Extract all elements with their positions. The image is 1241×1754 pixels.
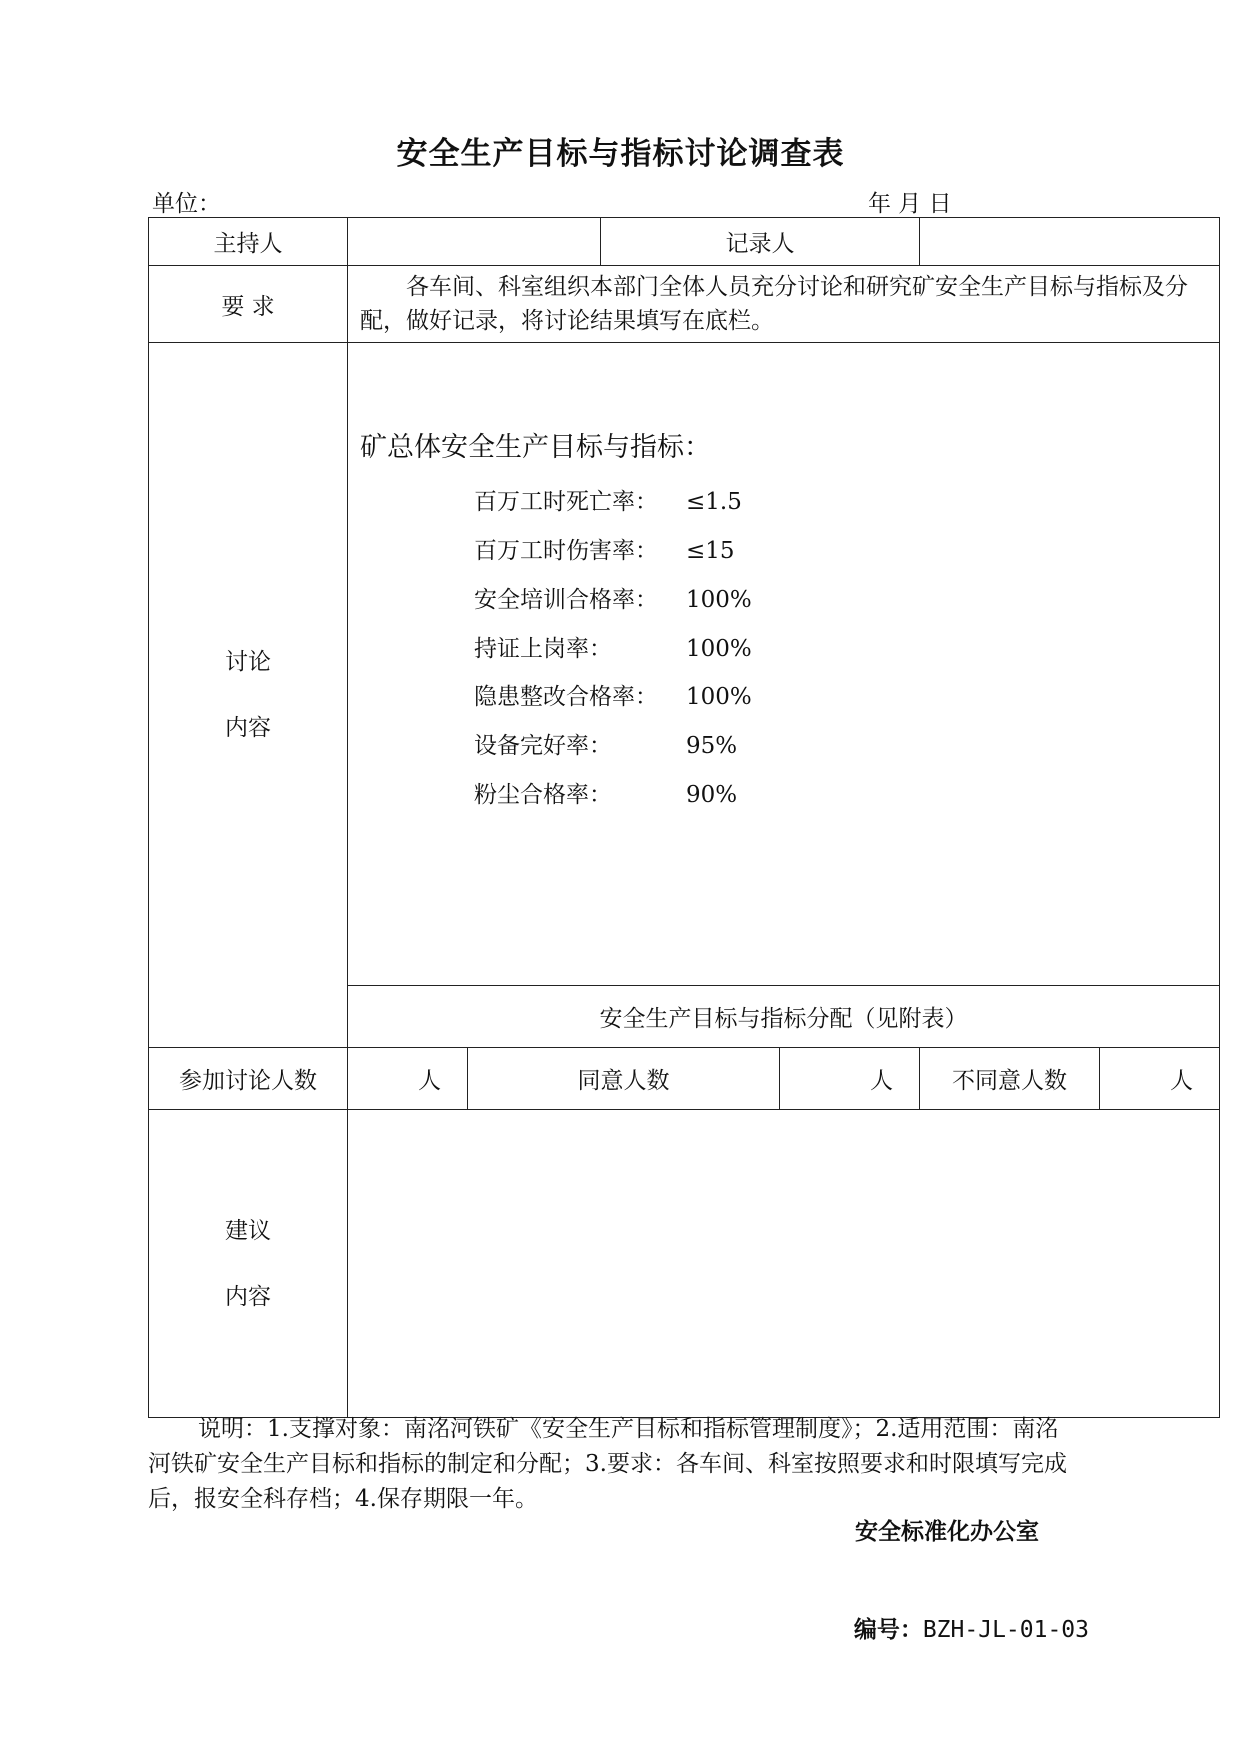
host-row [149,218,1220,266]
requirement-text: 各车间、科室组织本部门全体人员充分讨论和研究矿安全生产目标与指标及分配，做好记录，将讨论结果填写在底栏。 [348,266,1220,343]
issuing-office: 安全标准化办公室 [855,1519,1039,1545]
metric-value: 100% [686,636,752,662]
requirement-label: 要 求 [149,266,348,343]
metric-label: 百万工时死亡率： [474,489,658,515]
metric-row [474,630,752,663]
suggestion-row [149,1110,1220,1418]
disagree-field[interactable]: 人 [1100,1048,1220,1110]
allocation-note: 安全生产目标与指标分配（见附表） [348,986,1220,1048]
metric-row [474,776,737,809]
targets-heading: 矿总体安全生产目标与指标： [360,432,711,463]
survey-table [148,217,1220,1418]
participants-label: 参加讨论人数 [149,1048,348,1110]
discussion-label-line1: 讨论 [225,649,271,675]
metric-value: 100% [686,587,752,613]
agree-field[interactable]: 人 [780,1048,920,1110]
date-label: 年 月 日 [868,191,952,217]
metric-label: 安全培训合格率： [474,587,658,613]
metric-value: ≤1.5 [686,489,742,515]
suggestion-label-line2: 内容 [225,1283,271,1310]
suggestion-field[interactable] [348,1110,1220,1418]
suggestion-label [149,1110,348,1418]
document-code [854,1611,1089,1644]
host-field[interactable] [348,218,601,266]
recorder-label: 记录人 [601,218,920,266]
disagree-label: 不同意人数 [920,1048,1100,1110]
host-label: 主持人 [149,218,348,266]
code-value: BZH-JL-01-03 [922,1617,1089,1643]
code-label: 编号： [853,1617,923,1643]
participants-field[interactable]: 人 [348,1048,468,1110]
metric-row [474,532,735,565]
discussion-label [149,343,348,1048]
counts-row [149,1048,1220,1110]
metric-label: 持证上岗率： [474,636,612,662]
metric-row [474,483,742,516]
discussion-label-line2: 内容 [225,715,271,741]
discussion-row [149,343,1220,986]
suggestion-label-line1: 建议 [225,1217,271,1244]
metric-label: 设备完好率： [474,733,612,759]
metric-row [474,581,752,614]
metric-row [474,678,752,711]
metric-value: 90% [686,782,738,808]
unit-label: 单位： [152,191,221,217]
form-title: 安全生产目标与指标讨论调查表 [396,136,845,172]
metric-value: 100% [686,684,752,710]
metric-value: 95% [686,733,738,759]
metric-value: ≤15 [686,538,735,564]
discussion-content[interactable] [348,343,1220,986]
explanation-note: 说明：1.支撑对象：南洺河铁矿《安全生产目标和指标管理制度》；2.适用范围：南洺河铁矿安全生产目标和指标的制定和分配；3.要求：各车间、科室按照要求和时限填写完成后，报安全科存档；4.保存期限一年。 [148,1416,1067,1512]
metric-label: 隐患整改合格率： [474,684,658,710]
metric-label: 粉尘合格率： [474,782,612,808]
agree-label: 同意人数 [468,1048,780,1110]
metric-row [474,727,737,760]
requirement-row [149,266,1220,343]
metric-label: 百万工时伤害率： [474,538,658,564]
recorder-field[interactable] [920,218,1220,266]
